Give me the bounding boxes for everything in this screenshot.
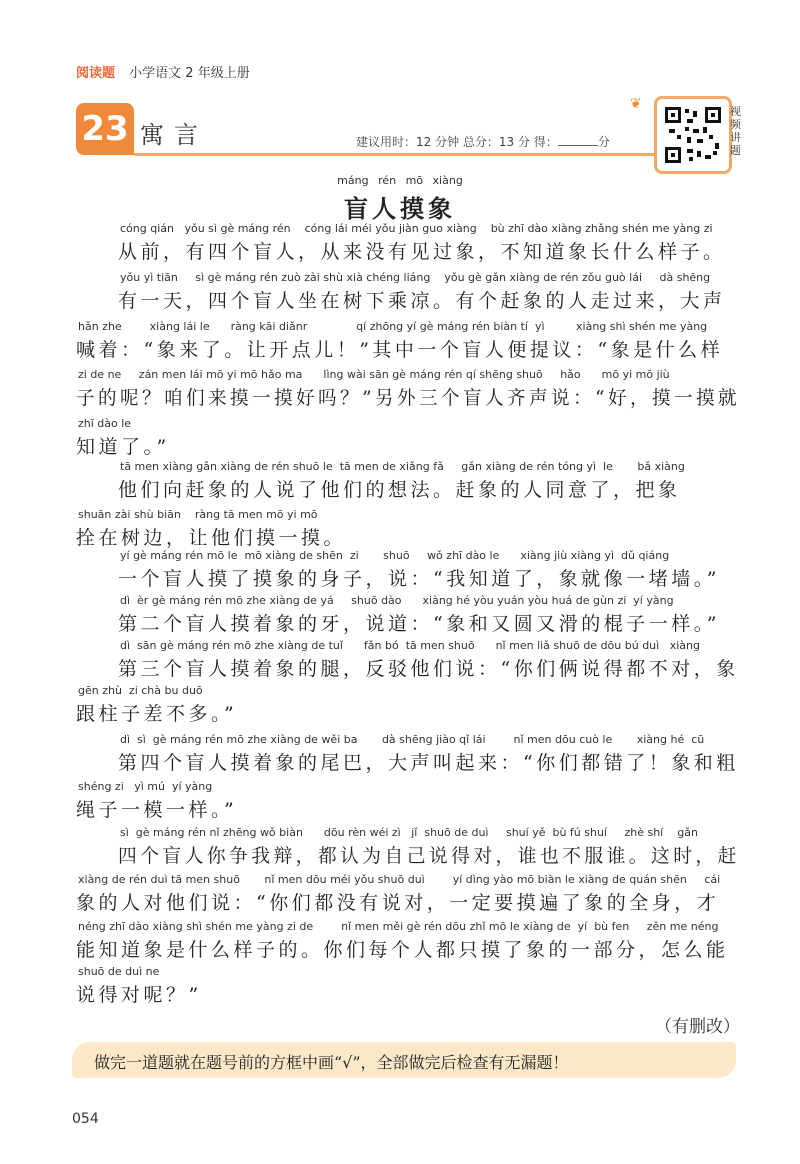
line-text: 他们向赶象的人说了他们的想法。赶象的人同意了，把象 — [118, 479, 681, 501]
line-text: 能知道象是什么样子的。你们每个人都只摸了象的一部分，怎么能 — [76, 939, 729, 961]
qr-code[interactable] — [654, 96, 732, 174]
qr-code-icon — [665, 107, 721, 163]
story-title-pinyin: máng rén mō xiàng — [337, 174, 463, 187]
story-line — [0, 684, 800, 728]
story-line — [0, 222, 800, 266]
line-text: 子的呢？咱们来摸一摸好吗？”另外三个盲人齐声说：“好，摸一摸就 — [76, 387, 741, 409]
line-text: 知道了。” — [76, 436, 170, 458]
line-pinyin: shuō de duì ne — [78, 965, 160, 978]
line-pinyin: dì sì gè máng rén mō zhe xiàng de wěi ba dà shēng jiào qǐ lái nǐ men dōu cuò le xiàng hé cū — [120, 733, 705, 746]
story-line — [0, 320, 800, 364]
line-pinyin: shéng zi yì mú yí yàng — [78, 780, 213, 793]
line-text: 第三个盲人摸着象的腿，反驳他们说：“你们俩说得都不对，象 — [118, 658, 739, 680]
line-text: 拴在树边，让他们摸一摸。 — [76, 527, 347, 549]
line-text: 从前，有四个盲人，从来没有见过象，不知道象长什么样子。 — [118, 241, 726, 263]
story-line — [0, 594, 800, 638]
line-pinyin: yǒu yì tiān sì gè máng rén zuò zài shù xià chéng liáng yǒu gè gǎn xiàng de rén zǒu guò lái dà shēng — [120, 271, 711, 284]
line-text: 喊着：“象来了。让开点儿！”其中一个盲人便提议：“象是什么样 — [76, 339, 724, 361]
lesson-number-badge: 23 — [76, 103, 134, 155]
story-line — [0, 460, 800, 504]
line-pinyin: cóng qián yǒu sì gè máng rén cóng lái méi yǒu jiàn guo xiàng bù zhī dào xiàng zhǎng shén me yàng zi — [120, 222, 713, 235]
sprout-icon: ❦ — [630, 96, 642, 112]
page-header — [76, 62, 250, 81]
line-text: 第四个盲人摸着象的尾巴，大声叫起来：“你们都错了！象和粗 — [118, 752, 739, 774]
header-book: 小学语文 2 年级上册 — [129, 66, 250, 81]
story-line — [0, 508, 800, 552]
story-line — [0, 417, 800, 461]
tip-banner — [72, 1042, 736, 1078]
story-line — [0, 780, 800, 824]
tip-text: 做完一道题就在题号前的方框中画“√”，全部做完后检查有无漏题！ — [94, 1053, 569, 1072]
page-number: 054 — [72, 1111, 99, 1127]
line-pinyin: hǎn zhe xiàng lái le ràng kāi diǎnr qí zhōng yí gè máng rén biàn tí yì xiàng shì shén me yàng — [78, 320, 708, 333]
qr-caption: 视频讲题 — [730, 105, 741, 157]
score-unit: 分 — [597, 135, 610, 149]
story-line — [0, 733, 800, 777]
story-line — [0, 826, 800, 870]
story-title: 盲人摸象 — [344, 194, 456, 223]
story-line — [0, 368, 800, 412]
line-pinyin: yí gè máng rén mō le mō xiàng de shēn zi shuō wǒ zhī dào le xiàng jiù xiàng yì dǔ qiáng — [120, 549, 670, 562]
story-line — [0, 639, 800, 683]
story-line — [0, 271, 800, 315]
line-pinyin: tā men xiàng gǎn xiàng de rén shuō le tā men de xiǎng fǎ gǎn xiàng de rén tóng yì le bǎ xiàng — [120, 460, 685, 473]
line-pinyin: dì èr gè máng rén mō zhe xiàng de yá shuō dào xiàng hé yòu yuán yòu huá de gùn zi yí yàng — [120, 594, 674, 607]
story-line — [0, 549, 800, 593]
story-line — [0, 920, 800, 964]
story-title-block — [0, 174, 800, 224]
line-text: 说得对呢？” — [76, 984, 202, 1006]
line-text: 绳子一模一样。” — [76, 799, 238, 821]
lesson-bar — [76, 103, 676, 155]
line-pinyin: shuān zài shù biān ràng tā men mō yi mō — [78, 508, 318, 521]
line-text: 一个盲人摸了摸象的身子，说：“我知道了，象就像一堵墙。” — [118, 568, 720, 590]
line-text: 跟柱子差不多。” — [76, 703, 238, 725]
lesson-title: 寓言 — [140, 121, 208, 149]
source-note: （有删改） — [655, 1017, 740, 1037]
lesson-meta — [356, 133, 610, 150]
story-line — [0, 965, 800, 1009]
lesson-underline — [134, 153, 714, 156]
score-blank[interactable] — [558, 133, 598, 146]
line-text: 象的人对他们说：“你们都没有说对，一定要摸遍了象的全身，才 — [76, 892, 720, 914]
line-pinyin: zi de ne zán men lái mō yi mō hǎo ma lìng wài sān gè máng rén qí shēng shuō hǎo mō yi mō jiù — [78, 368, 670, 381]
line-pinyin: dì sān gè máng rén mō zhe xiàng de tuǐ fǎn bó tā men shuō nǐ men liǎ shuō de dōu bú duì xiàng — [120, 639, 700, 652]
line-pinyin: gēn zhù zi chà bu duō — [78, 684, 203, 697]
line-pinyin: xiàng de rén duì tā men shuō nǐ men dōu méi yǒu shuō duì yí dìng yào mō biàn le xiàng de quán shēn cái — [78, 873, 721, 886]
line-text: 四个盲人你争我辩，都认为自己说得对，谁也不服谁。这时，赶 — [118, 845, 740, 867]
story-line — [0, 873, 800, 917]
line-text: 有一天，四个盲人坐在树下乘凉。有个赶象的人走过来，大声 — [118, 290, 726, 312]
lesson-meta-text: 建议用时：12 分钟 总分：13 分 得： — [356, 135, 558, 149]
line-text: 第二个盲人摸着象的牙，说道：“象和又圆又滑的棍子一样。” — [118, 613, 720, 635]
header-category: 阅读题 — [76, 66, 116, 81]
line-pinyin: néng zhī dào xiàng shì shén me yàng zi de nǐ men měi gè rén dōu zhǐ mō le xiàng de yí bù fen zěn me néng — [78, 920, 719, 933]
line-pinyin: sì gè máng rén nǐ zhēng wǒ biàn dōu rèn wéi zì jǐ shuō de duì shuí yě bù fú shuí zhè shí gǎn — [120, 826, 698, 839]
line-pinyin: zhī dào le — [78, 417, 132, 430]
